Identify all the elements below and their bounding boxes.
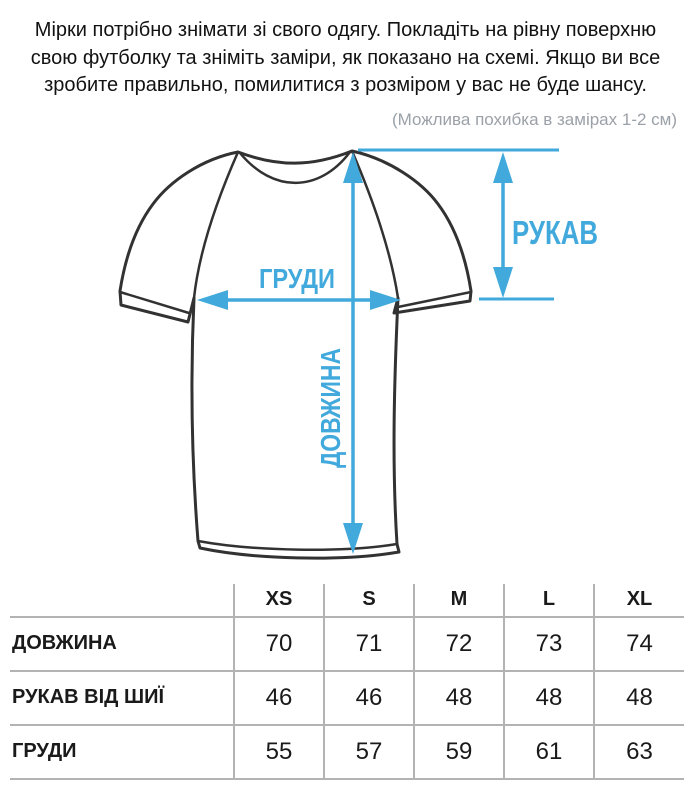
measurement-value: 48: [414, 671, 504, 725]
measurement-value: 63: [594, 725, 684, 779]
measurement-value: 72: [414, 617, 504, 671]
measurement-value: 59: [414, 725, 504, 779]
measurement-value: 73: [504, 617, 594, 671]
tolerance-note: (Можлива похибка в замірах 1-2 см): [391, 109, 677, 129]
measurement-row: [10, 725, 684, 779]
measurement-value: 55: [234, 725, 324, 779]
measurement-value: 70: [234, 617, 324, 671]
size-column-header: XL: [594, 584, 684, 617]
size-column-header: XS: [234, 584, 324, 617]
size-table: [10, 584, 684, 780]
measurement-value: 57: [324, 725, 414, 779]
size-table-corner: [10, 584, 234, 617]
intro-text: Мірки потрібно знімати зі свого одягу. Покладіть на рівну поверхню свою футболку та зніміть заміри, як показано на схемі. Якщо ви все зробите правильно, помилитися з розміром у вас не буде шансу.: [30, 19, 661, 97]
measurement-value: 61: [504, 725, 594, 779]
measurement-row: [10, 671, 684, 725]
sleeve-arrow: [493, 152, 513, 298]
row-label: ГРУДИ: [12, 740, 77, 763]
length-label: ДОВЖИНА: [315, 321, 346, 468]
size-column-header: M: [414, 584, 504, 617]
tshirt-outline: [120, 151, 471, 558]
row-label: РУКАВ ВІД ШИЇ: [12, 686, 164, 709]
measurement-value: 48: [504, 671, 594, 725]
row-label: ДОВЖИНА: [12, 632, 117, 655]
measurement-row: [10, 617, 684, 671]
size-column-header: S: [324, 584, 414, 617]
measurement-value: 46: [234, 671, 324, 725]
measurement-value: 71: [324, 617, 414, 671]
measurement-value: 48: [594, 671, 684, 725]
size-table-header-row: [10, 584, 684, 617]
measurement-value: 46: [324, 671, 414, 725]
measurement-value: 74: [594, 617, 684, 671]
size-column-header: L: [504, 584, 594, 617]
sleeve-label: РУКАВ: [512, 213, 598, 251]
chest-label: ГРУДИ: [259, 262, 335, 294]
tshirt-measurement-diagram: [0, 138, 691, 580]
